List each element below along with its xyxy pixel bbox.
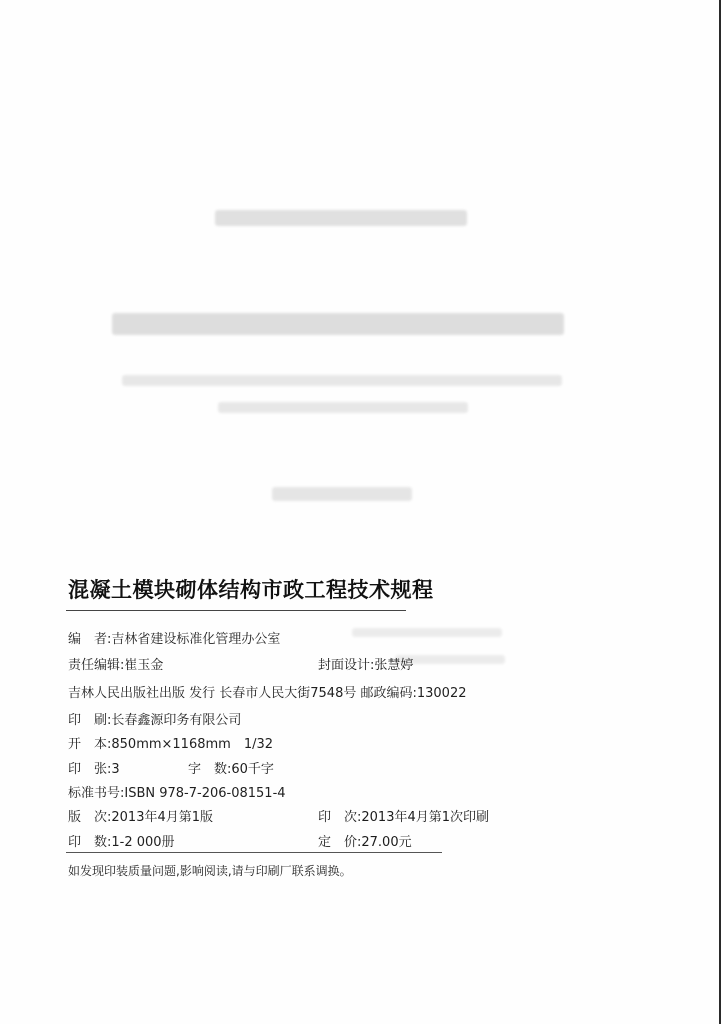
publisher-line: 吉林人民出版社出版 发行 长春市人民大街7548号 邮政编码:130022: [68, 686, 467, 701]
printer-line: 印 刷:长春鑫源印务有限公司: [68, 713, 242, 728]
bleed-through-mark: [218, 402, 468, 413]
isbn-line: 标准书号:ISBN 978-7-206-08151-4: [68, 786, 286, 801]
edition-line: 版 次:2013年4月第1版: [68, 810, 214, 825]
editor-line: 编 者:吉林省建设标准化管理办公室: [68, 632, 281, 647]
price-line: 定 价:27.00元: [318, 835, 412, 850]
bottom-rule: [66, 852, 442, 853]
bleed-through-mark: [352, 628, 502, 637]
printing-line: 印 次:2013年4月第1次印刷: [318, 810, 490, 825]
responsible-editor-line: 责任编辑:崔玉金: [68, 658, 164, 673]
bleed-through-mark: [112, 313, 564, 335]
book-title: 混凝土模块砌体结构市政工程技术规程: [68, 578, 434, 602]
quality-notice: 如发现印装质量问题,影响阅读,请与印刷厂联系调换。: [68, 864, 352, 878]
title-rule: [66, 610, 406, 611]
word-count-line: 字 数:60千字: [188, 762, 274, 777]
bleed-through-mark: [272, 487, 412, 501]
cover-designer-line: 封面设计:张慧婷: [318, 658, 414, 673]
format-line: 开 本:850mm×1168mm 1/32: [68, 737, 274, 752]
print-run-line: 印 数:1-2 000册: [68, 835, 175, 850]
sheets-line: 印 张:3: [68, 762, 120, 777]
bleed-through-mark: [122, 375, 562, 386]
bleed-through-mark: [215, 210, 467, 226]
